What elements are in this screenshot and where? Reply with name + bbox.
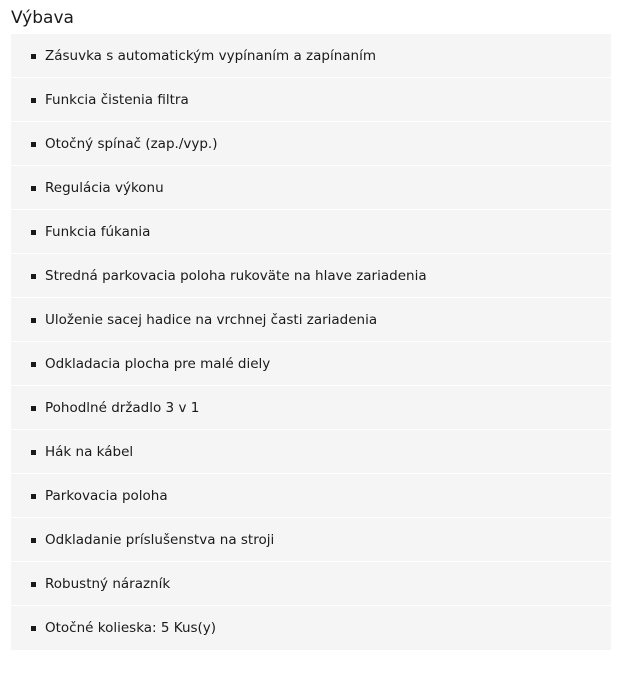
equipment-list: [11, 34, 611, 650]
bullet-icon: [31, 186, 36, 191]
list-item-label: Uloženie sacej hadice na vrchnej časti zariadenia: [45, 311, 378, 328]
bullet-icon: [31, 98, 36, 103]
list-item: [11, 34, 611, 78]
list-item: [11, 474, 611, 518]
list-item-label: Robustný nárazník: [45, 575, 171, 592]
list-item: [11, 166, 611, 210]
section-title: Výbava: [11, 8, 74, 28]
list-item-label: Zásuvka s automatickým vypínaním a zapínaním: [45, 47, 377, 64]
list-item-label: Funkcia fúkania: [45, 223, 151, 240]
bullet-icon: [31, 54, 36, 59]
list-item-label: Stredná parkovacia poloha rukoväte na hlave zariadenia: [45, 267, 427, 284]
list-item-label: Hák na kábel: [45, 443, 134, 460]
bullet-icon: [31, 538, 36, 543]
bullet-icon: [31, 626, 36, 631]
list-item: [11, 254, 611, 298]
list-item: [11, 298, 611, 342]
list-item: [11, 78, 611, 122]
bullet-icon: [31, 362, 36, 367]
list-item: [11, 122, 611, 166]
bullet-icon: [31, 274, 36, 279]
bullet-icon: [31, 318, 36, 323]
bullet-icon: [31, 142, 36, 147]
list-item-label: Regulácia výkonu: [45, 179, 164, 196]
list-item: [11, 430, 611, 474]
list-item: [11, 210, 611, 254]
list-item-label: Funkcia čistenia filtra: [45, 91, 189, 108]
list-item: [11, 518, 611, 562]
bullet-icon: [31, 494, 36, 499]
list-item-label: Parkovacia poloha: [45, 487, 168, 504]
bullet-icon: [31, 582, 36, 587]
list-item-label: Otočný spínač (zap./vyp.): [45, 135, 218, 152]
bullet-icon: [31, 230, 36, 235]
bullet-icon: [31, 406, 36, 411]
list-item-label: Otočné kolieska: 5 Kus(y): [45, 620, 217, 636]
list-item: [11, 606, 611, 650]
list-item: [11, 562, 611, 606]
list-item-label: Odkladacia plocha pre malé diely: [45, 355, 271, 372]
list-item: [11, 342, 611, 386]
list-item-label: Pohodlné držadlo 3 v 1: [45, 399, 200, 416]
list-item-label: Odkladanie príslušenstva na stroji: [45, 531, 275, 548]
list-item: [11, 386, 611, 430]
bullet-icon: [31, 450, 36, 455]
